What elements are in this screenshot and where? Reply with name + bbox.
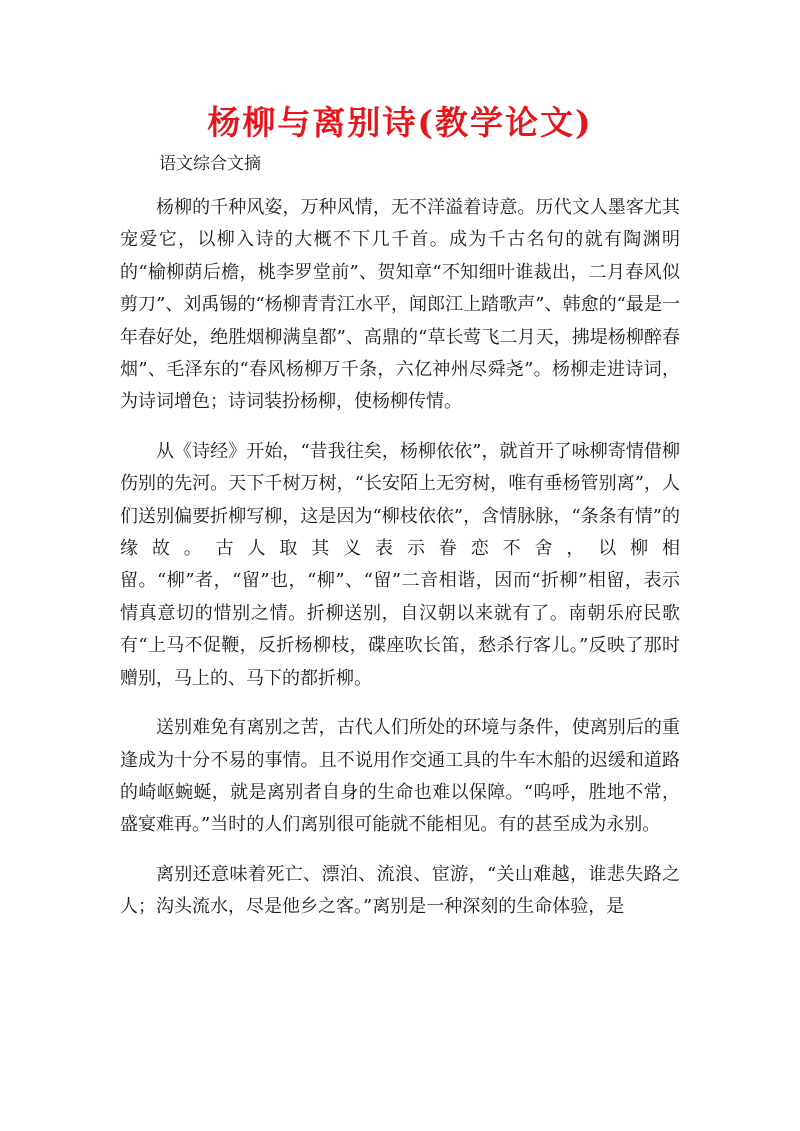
document-title: 杨柳与离别诗(教学论文): [207, 103, 593, 142]
paragraph-2: 从《诗经》开始，“昔我往矣，杨柳依依”，就首开了咏柳寄情借柳伤别的先河。天下千树万树，“长安陌上无穷树，唯有垂杨管别离”，人们送别偏要折柳写柳，这是因为“柳枝依依”，含情脉脉，“条条有情”的缘故。古人取其义表示眷恋不舍，以柳相留。“柳”者，“留”也，“柳”、“留”二音相谐，因而“折柳”相留，表示情真意切的惜别之情。折柳送别，自汉朝以来就有了。南朝乐府民歌有“上马不促鞭，反折杨柳枝，碟座吹长笛，愁杀行客儿。”反映了那时赠别，马上的、马下的都折柳。: [120, 440, 680, 689]
article-body: [120, 192, 680, 941]
paragraph-3: 送别难免有离别之苦，古代人们所处的环境与条件，使离别后的重逢成为十分不易的事情。且不说用作交通工具的牛车木船的迟缓和道路的崎岖蜿蜒，就是离别者自身的生命也难以保障。“呜呼，胜地不常，盛宴难再。”当时的人们离别很可能就不能相见。有的甚至成为永别。: [120, 717, 680, 836]
paragraph-1: 杨柳的千种风姿，万种风情，无不洋溢着诗意。历代文人墨客尤其宠爱它，以柳入诗的大概不下几千首。成为千古名句的就有陶渊明的“榆柳荫后檐，桃李罗堂前”、贺知章“不知细叶谁裁出，二月春风似剪刀”、刘禹锡的“杨柳青青江水平，闻郎江上踏歌声”、韩愈的“最是一年春好处，绝胜烟柳满皇都”、高鼎的“草长莺飞二月天，拂堤杨柳醉春烟”、毛泽东的“春风杨柳万千条，六亿神州尽舜尧”。杨柳走进诗词，为诗词增色；诗词装扮杨柳，使杨柳传情。: [120, 197, 680, 413]
source-line: 语文综合文摘: [159, 154, 261, 174]
paragraph-4: 离别还意味着死亡、漂泊、流浪、宦游，“关山难越，谁悲失路之人；沟头流水，尽是他乡之客。”离别是一种深刻的生命体验，是: [120, 863, 680, 918]
